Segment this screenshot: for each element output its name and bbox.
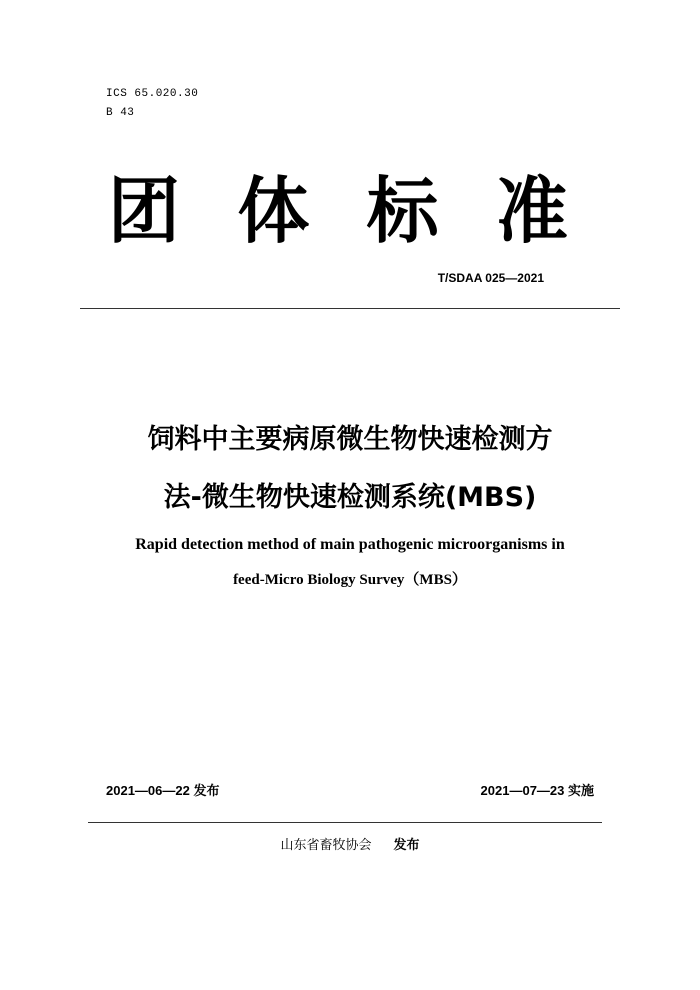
standard-type-char: 标 — [366, 169, 439, 253]
top-divider — [80, 308, 620, 309]
ccs-code: B 43 — [106, 107, 135, 119]
bottom-divider — [88, 822, 602, 823]
implement-date: 2021—07—23 实施 — [480, 783, 594, 798]
title-english-line-2: feed-Micro Biology Survey（MBS） — [233, 572, 467, 588]
standard-type-char: 准 — [495, 169, 568, 253]
publisher-action: 发布 — [393, 838, 420, 853]
standard-type-char: 团 — [108, 169, 181, 253]
standard-type-char: 体 — [237, 169, 310, 253]
standard-type-heading — [108, 166, 568, 256]
standard-number: T/SDAA 025—2021 — [437, 271, 544, 285]
publisher-line — [0, 836, 700, 856]
publisher-organization: 山东省畜牧协会 — [280, 838, 372, 853]
title-chinese-line-1: 饲料中主要病原微生物快速检测方 — [147, 424, 553, 455]
title-chinese-line-2: 法-微生物快速检测系统(MBS) — [163, 482, 537, 513]
publish-date: 2021—06—22 发布 — [106, 783, 220, 798]
ics-code: ICS 65.020.30 — [106, 88, 199, 100]
title-english-line-1: Rapid detection method of main pathogenic microorganisms in — [135, 536, 565, 553]
